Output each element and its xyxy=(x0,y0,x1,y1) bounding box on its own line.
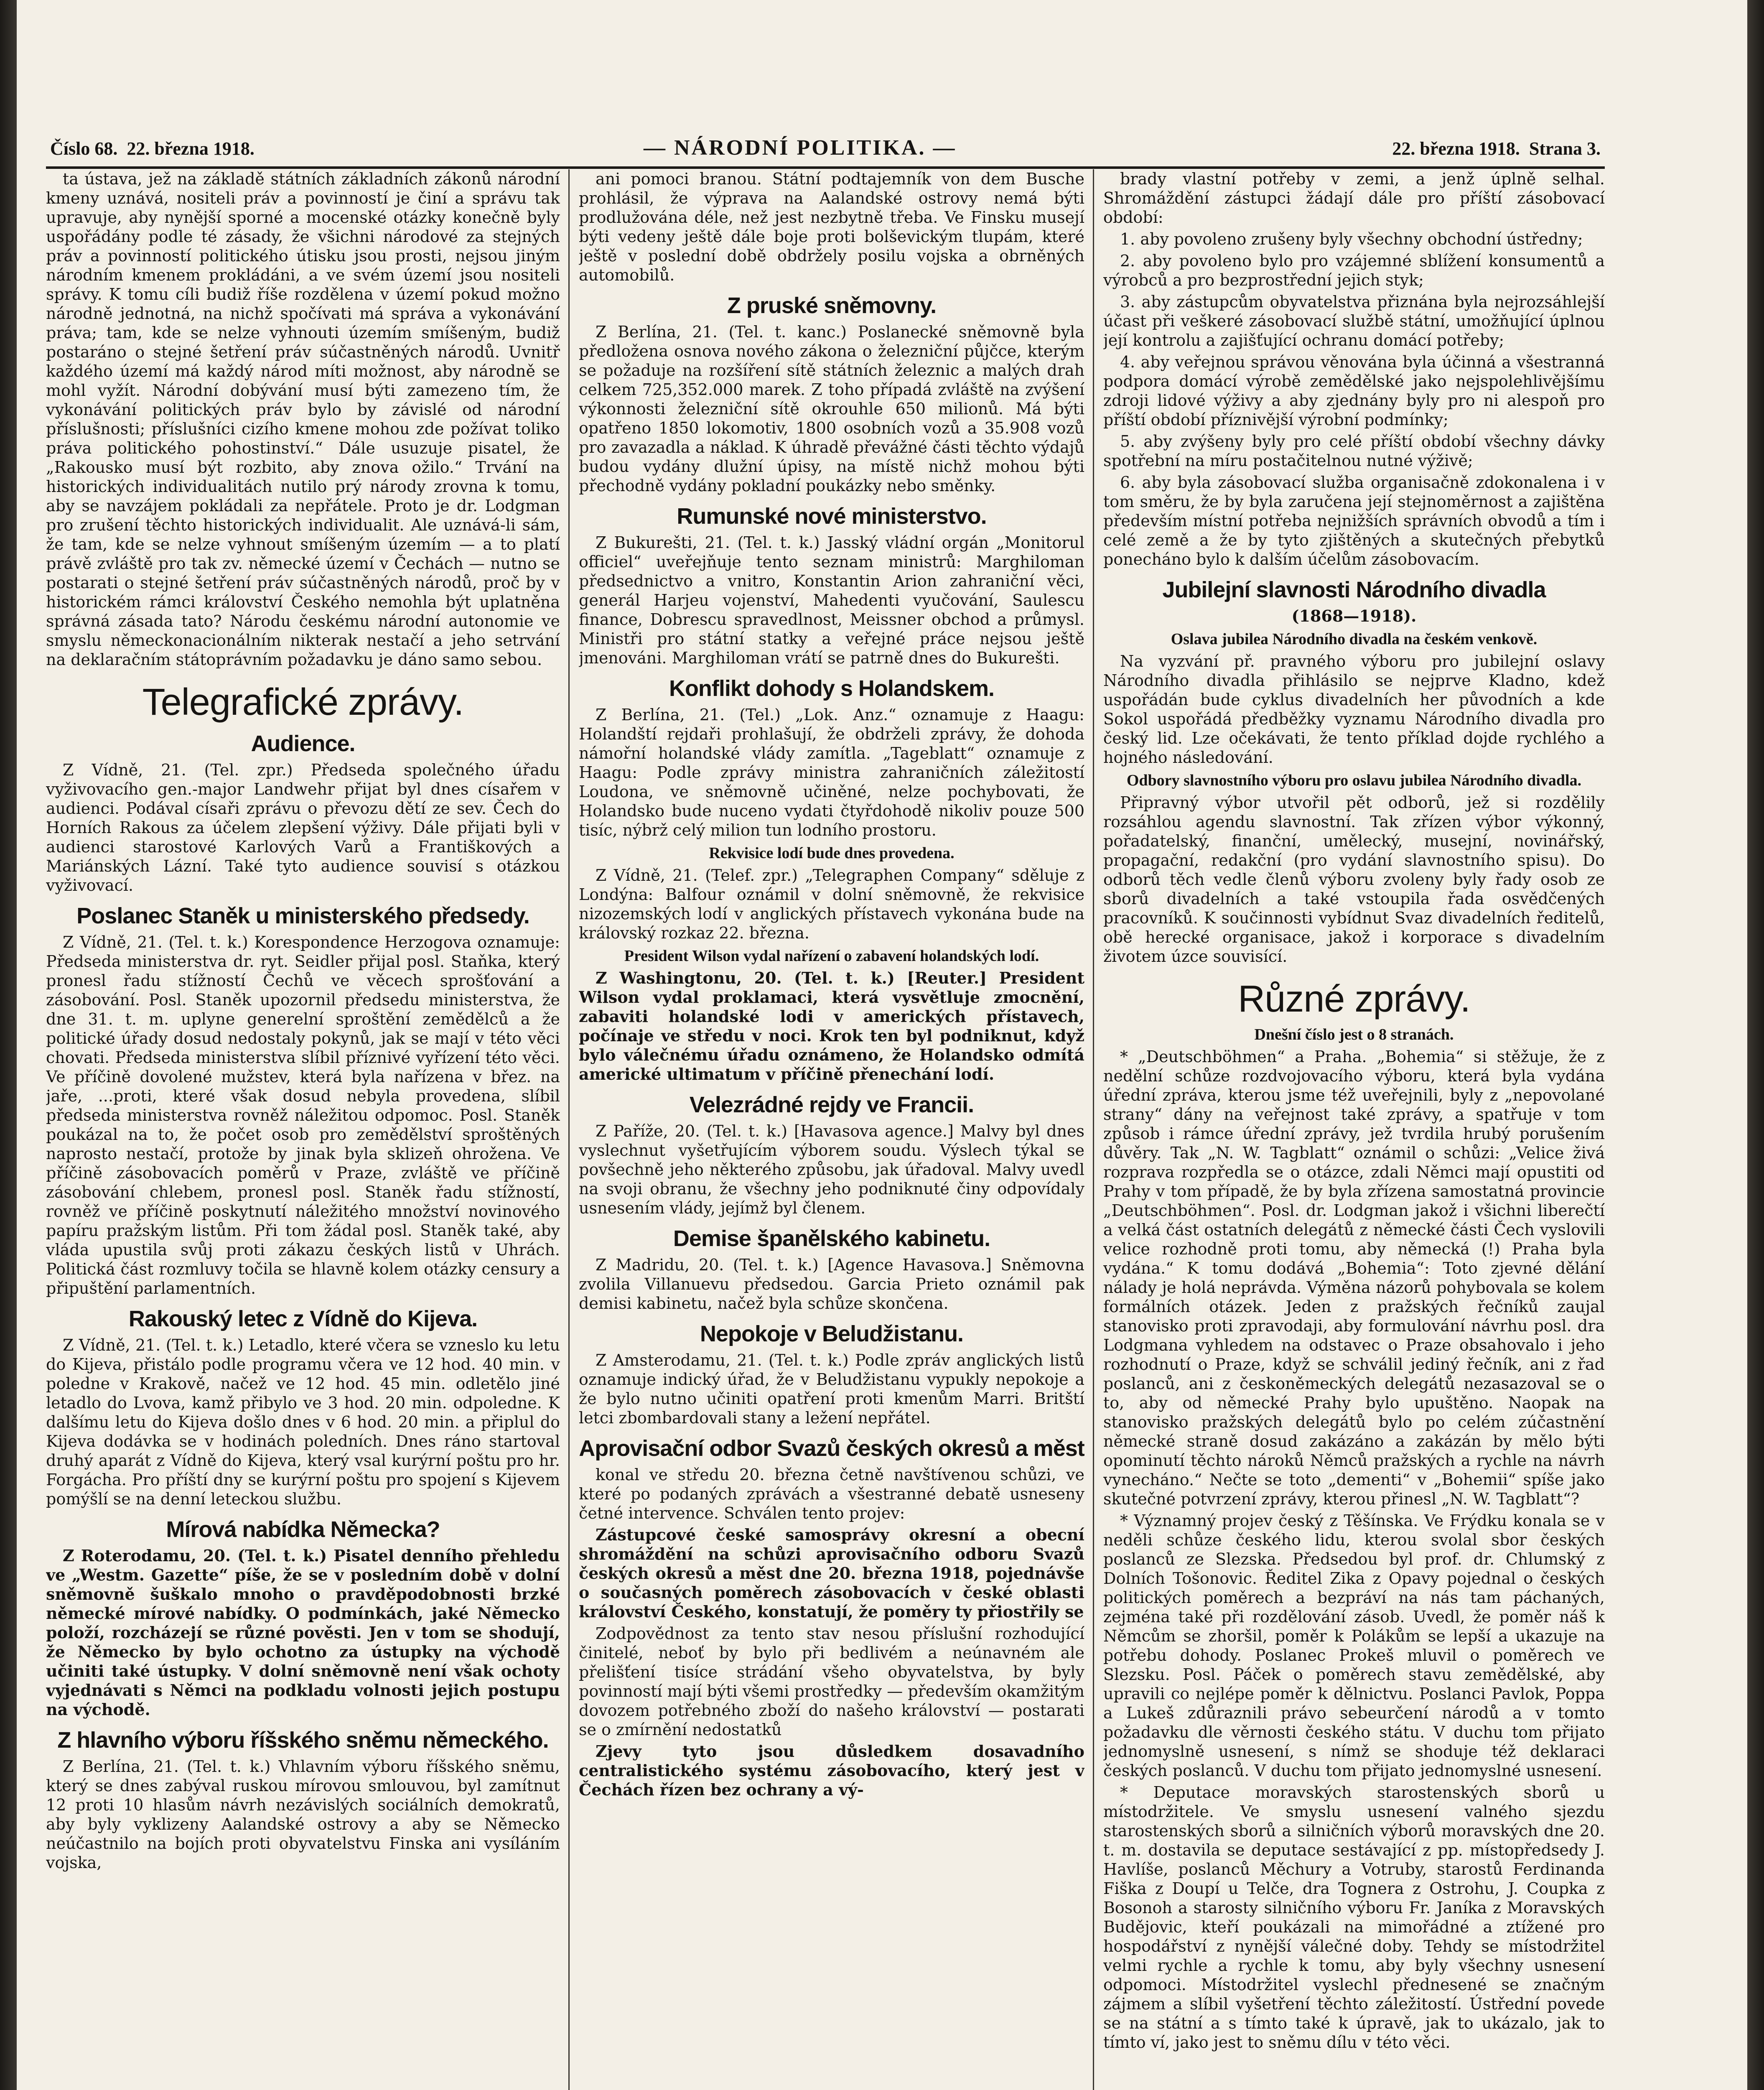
headline-aprovisacni: Aprovisační odbor Svazů českých okresů a měst xyxy=(579,1436,1084,1461)
scan-edge-right xyxy=(1747,0,1764,2090)
demand-4: 4. aby veřejnou správou věnována byla účinná a všestranná podpora domácí výrobě zemědělské jako nejspolehlivějšímu zdroji lidové výživy a aby zjednány byly pro ni alespoň pro příští období příznivější výrobní podmínky; xyxy=(1103,353,1605,429)
article-velezradne: Z Paříže, 20. (Tel. t. k.) [Havasova agence.] Malvy byl dnes vyslechnut vyšetřujícím výborem soudu. Výslech týkal se povšechně jeho některého způsobu, jak úřadoval. Malvy uvedl na svoji obranu, že všechny jeho podniknuté činy odpovídaly usnesením vlády, jejímž byl členem. xyxy=(579,1122,1084,1217)
header-right xyxy=(1392,138,1601,159)
article-projev: Zástupcové české samosprávy okresní a obecní shromáždění na schůzi aprovisačního odboru Svazů českých okresů a měst dne 20. března 1918, pojednávše o současných poměrech zásobovacích v české oblasti království Českého, konstatují, že poměry ty přiostřily se xyxy=(579,1525,1084,1621)
section-title-ruzne: Různé zprávy. xyxy=(1238,978,1470,1020)
headline-nepokoje: Nepokoje v Beludžistanu. xyxy=(700,1321,964,1346)
headline-prusky: Z pruské sněmovny. xyxy=(727,293,937,318)
article-mirova: Z Roterodamu, 20. (Tel. t. k.) Pisatel denního přehledu ve „Westm. Gazette“ píše, že se v posledním době v dolní sněmovně šuškalo mnoho o pravděpodobnosti brzké německé mírové nabídky. O podmínkách, jaké Německo položí, rozcházejí se různé pověsti. Jen v tom se shodují, že Německo by bylo ochotno za ústupky na východě učiniti také ústupky. V dolní sněmovně není však ochoty vyjednávati s Němci na podkladu volnosti jejich postupu na východě. xyxy=(46,1546,560,1719)
article-deputace: * Deputace moravských starostenských sborů u místodržitele. Ve smyslu usnesení valného sjezdu starostenských sborů a silničních výborů moravských dne 20. t. m. dostavila se deputace sestávající z pp. místopředsedy J. Havlíše, poslanců Měchury a Votruby, starostů Ferdinanda Fiška z Doupí u Telče, dra Tognera z Ostrohu, J. Coupka z Bosonoh a starosty silničního výboru Fr. Janíka z Moravských Budějovic, kteří poukázali na mimořádné a ztížené pro hospodářství z nynější válečné doby. Tehdy se místodržitel velmi rychle a rychle k tomu, aby byly všechny usnesení odpomoci. Místodržitel vyslechl přednesené se značným zájmem a slíbil vyšetření těchto záležitostí. Ústřední povede se na státní a s tímto také k úpravě, jak to ukázalo, jak to tímto ví, jako jest to sněmu dílu v této věci. xyxy=(1103,1783,1605,2052)
article-continuation: ta ústava, jež na základě státních základních zákonů národní kmeny uznává, nositeli práv a povinností je činí a správu tak upravuje, aby nynější sporné a mocenské otázky konečně byly uspořádány podle té zásady, že všichni národové za stejných práv a povinností politického útisku jsou prosti, nejsou jiným národním kmenem prokládáni, a ve svém území jsou nositeli správy. K tomu cíli budiž říše rozdělena v území pokud možno národně jednotná, na nichž spočívati má správa a vykonávání práva; tam, kde se nelze vyhnouti územím smíšeným, budiž postaráno o stejné šetření práv súčastněných národů. Uvnitř každého území má každý národ míti možnost, aby národně se mohl vyžít. Národní dobývání musí býti zamezeno tím, že vykonávání politických práv bylo by závislé od národní příslušnosti; příslušníci cizího kmene mohou zde požívat toliko práva politického pohostinství.“ Dále usuzuje pisatel, že „Rakousko musí být rozbito, aby znova ožilo.“ Trvání na historických individualitách nutilo prý národy zrovna k tomu, aby se navzájem pokládali za nepřátele. Proto je dr. Lodgman pro zrušení těchto historických individualit. Ale uznává-li sám, že tam, kde se nelze vyhnout smíšeným územím — a to platí právě zvláště pro tak zv. německé území v Čechách — nutno se postarati o stejné šetření práv súčastněných národů, proč by v historickém rámci království Českého nemohla být uplatněna správná zásada tato? Národu českému národní autonomie ve smyslu německonacionálním nikterak nestačí a jeho setrvání na deklaračním státoprávním požadavku je dáno samo sebou. xyxy=(46,170,560,669)
headline-velezradne: Velezrádné rejdy ve Francii. xyxy=(689,1092,974,1117)
issue-number: Číslo 68. xyxy=(50,138,118,159)
subhead-denni: Dnešní číslo jest o 8 stranách. xyxy=(1254,1026,1454,1043)
subhead-odbory: Odbory slavnostního výboru pro oslavu jubilea Národního divadla. xyxy=(1126,772,1582,789)
article-tesinsko: * Významný projev český z Těšínska. Ve Frýdku konala se v neděli schůze českého lidu, kterou svolal sbor českých poslanců ze Slezska. Předsedou byl prof. dr. Chlumský z Dolních Tošonovic. Ředitel Zika z Opavy pojednal o českých politických poměrech a bezpráví na nás tam páchaných, zejména také při rozdělování zásob. Uvedl, že poměr náš k Němcům se zhoršil, poměr k Polákům se lepší a ukazuje na potřebu dohody. Poslanec Prokeš mluvil o poměrech ve Slezsku. Posl. Páček o poměrech stavu zemědělské, aby upravili co nejlépe poměr k dělnictvu. Poslanci Pavlok, Poppa a Lukeš zdůraznili právo sebeurčení národů a v tomto požadavku dle věrnosti českého státu. V duchu tom přijato jednomyslně usnesení, s nímž se shoduje též deklaraci českých poslanců. V duchu tom přijato jednomyslné usnesení. xyxy=(1103,1511,1605,1780)
headline-konflikt: Konflikt dohody s Holandskem. xyxy=(669,676,995,701)
article-odbory: Připravný výbor utvořil pět odborů, jež si rozdělily rozsáhlou agendu slavnostní. Tak zřízen výbor výkonný, pořadatelský, finanční, umělecký, musejní, novinářský, propagační, redakční (pro vydání slavnostního spisu). Do odborů těch vedle členů výboru zvoleny byly řady osob ze sborů divadelních a také vstoupila řada osvědčených pracovníků. K součinnosti vybídnut Svaz divadelních ředitelů, obě herecké organisace, jakož i korporace s divadelním životem úzce souvisící. xyxy=(1103,793,1605,966)
headline-letec: Rakouský letec z Vídně do Kijeva. xyxy=(128,1306,478,1331)
headline-jubilejni: Jubilejní slavnosti Národního divadla xyxy=(1162,577,1546,602)
column-1 xyxy=(46,169,560,2090)
header-date-left: 22. března 1918. xyxy=(127,138,255,159)
article-prusky: Z Berlína, 21. (Tel. t. kanc.) Poslanecké sněmovně byla předložena osnova nového zákona o železniční půjčce, kterým se požaduje na rozšíření sítě státních železnic a malých drah celkem 725,352.000 marek. Z toho případá zvláště na zvýšení výkonnosti železniční sítě okrouhle 650 milionů. Má býti opatřeno 1850 lokomotiv, 1800 osobních vozů a 35.908 vozů pro zavazadla a náklad. K úhradě převážné části těchto výdajů budou vydány dlužní úpisy, na místě nichž mohou býti přechodně vydány pokladní poukázky nebo směnky. xyxy=(579,323,1084,495)
demand-5: 5. aby zvýšeny byly pro celé příští období všechny dávky spotřební na míru postačitelnou nutné výživě; xyxy=(1103,432,1605,470)
article-aprovisacni: konal ve středu 20. března četně navštívenou schůzi, ve které po podaných zprávách a všestranné debatě usneseny četné intervence. Schválen tento projev: xyxy=(579,1466,1084,1522)
article-demise: Z Madridu, 20. (Tel. t. k.) [Agence Havasova.] Sněmovna zvolila Villanuevu předsedou. Garcia Prieto oznámil pak demisi kabinetu, načež byla schůze skončena. xyxy=(579,1256,1084,1313)
subhead-rekvisice: Rekvisice lodí bude dnes provedena. xyxy=(709,844,955,862)
article-zasobovani: brady vlastní potřeby v zemi, a jenž úplně selhal. Shromáždění zástupci žádají dále pro příští zásobovací období: xyxy=(1103,170,1605,227)
masthead: — NÁRODNÍ POLITIKA. — xyxy=(644,136,957,160)
article-zjevy: Zjevy tyto jsou důsledkem dosavadního centralistického systému zásobovacího, který jest v Čechách řízen bez ochrany a vý- xyxy=(579,1742,1084,1799)
article-rumunske: Z Bukurešti, 21. (Tel. t. k.) Jasský vládní orgán „Monitorul officiel“ uveřejňuje tento seznam ministrů: Marghiloman předsednictvo a vnitro, Konstantin Arion zahraniční věci, generál Harjeu vojenství, Mahedenti vyučování, Saulescu finance, Dobrescu spravedlnost, Meissner obchod a průmysl. Ministři pro státní statky a veřejné práce nejsou ještě jmenováni. Marghiloman vrátí se patrně dnes do Bukurešti. xyxy=(579,533,1084,667)
column-2 xyxy=(579,169,1084,2090)
demand-2: 2. aby povoleno bylo pro vzájemné sblížení konsumentů a výrobců a pro bezprostřední jejich styk; xyxy=(1103,252,1605,289)
article-nepokoje: Z Amsterodamu, 21. (Tel. t. k.) Podle zpráv anglických listů oznamuje indický úřad, že v Beludžistanu vypukly nepokoje a že bylo nutno učiniti opatření proti kmenům Marri. Britští letci zbombardovali stany a ležení nepřátel. xyxy=(579,1351,1084,1427)
page-number: Strana 3. xyxy=(1529,138,1601,159)
demand-3: 3. aby zástupcům obyvatelstva přiznána byla nejrozsáhlejší účast při veškeré zásobovací službě státní, umožňující úplnou její kontrolu a zajišťující ochranu domácí potřeby; xyxy=(1103,293,1605,349)
header-rule xyxy=(46,166,1605,169)
article-finsko: ani pomoci branou. Státní podtajemník von dem Busche prohlásil, že výprava na Aalandské ostrovy nemá býti prodlužována déle, než jest nezbytně třeba. Ve Finsku musejí býti vedeny ještě dále boje proti bolševickým tlupám, které ještě v poslední době obdržely posilu vojska a obrněných automobilů. xyxy=(579,170,1084,284)
article-rekvisice: Z Vídně, 21. (Telef. zpr.) „Telegraphen Company“ sděluje z Londýna: Balfour oznámil v dolní sněmovně, že rekvisice nizozemských lodí v anglických přístavech vykonána bude na královský rozkaz 22. března. xyxy=(579,866,1084,942)
article-konflikt: Z Berlína, 21. (Tel.) „Lok. Anz.“ oznamuje z Haagu: Holandští rejdaři prohlašují, že obdrželi zprávy, že dohoda námořní holandské vlády zamítla. „Tageblatt“ oznamuje z Haagu: Podle zprávy ministra zahraničních záležitostí Loudona, ve sněmovně učiněné, nelze pochybovati, že Holandsko bude nuceno vydati čtyřdohodě nikoliv pouze 500 tisíc, nýbrž celý milion tun lodního prostoru. xyxy=(579,706,1084,839)
article-oslava: Na vyzvání př. pravného výboru pro jubilejní oslavy Národního divadla přihlásilo se nejprve Kladno, kdež uspořádán bude cyklus divadelních her původních a kde Sokol uspořádá předběžky vyznamu Národního divadla pro český lid. Lze očekávati, že tento příklad dojde rychlého a hojného následování. xyxy=(1103,652,1605,767)
headline-rumunske: Rumunské nové ministerstvo. xyxy=(677,504,987,529)
jubilejni-years: (1868—1918). xyxy=(1291,607,1417,625)
article-audience: Z Vídně, 21. (Tel. zpr.) Předseda společného úřadu vyživovacího gen.-major Landwehr přijat byl dnes císařem v audienci. Podával císaři zprávu o převozu dětí ze sev. Čech do Horních Rakous za účelem zlepšení výživy. Dále přijati byli v audienci starostové Karlových Varů a Františkových a Mariánských Lázní. Také tyto audience souvisí s otázkou vyživovací. xyxy=(46,761,560,895)
column-divider-2 xyxy=(1093,169,1094,2090)
article-risskeho: Z Berlína, 21. (Tel. t. k.) Vhlavním výboru říšského sněmu, který se dnes zabýval ruskou mírovou smlouvou, byl zamítnut 12 proti 10 hlasům návrh nezávislých sociálních demokratů, aby byly vyklizeny Aalandské ostrovy a aby se Německo neúčastnilo na bojích proti obyvatelstvu Finska ani vysíláním vojska, xyxy=(46,1757,560,1872)
headline-demise: Demise španělského kabinetu. xyxy=(673,1226,990,1251)
demand-1: 1. aby povoleno zrušeny byly všechny obchodní ústředny; xyxy=(1120,230,1583,248)
subhead-wilson: President Wilson vydal nařízení o zabavení holandských lodí. xyxy=(624,947,1039,965)
header-left xyxy=(50,138,255,159)
page-header xyxy=(50,138,1601,167)
scan-edge-left xyxy=(0,0,17,2090)
headline-audience: Audience. xyxy=(251,731,355,756)
section-title-telegraf: Telegrafické zprávy. xyxy=(142,681,464,723)
demand-6: 6. aby byla zásobovací služba organisačně zdokonalena i v tom směru, že by byla zaručena její stejnoměrnost a zajištěna především místní potřeba nejnižších správních obvodů a tím i celé země a že by tyto zjištěných a skutečných přebytků ponecháno bylo k dalším účelům zásobovacím. xyxy=(1103,473,1605,568)
article-stanek: Z Vídně, 21. (Tel. t. k.) Korespondence Herzogova oznamuje: Předseda ministerstva dr. ryt. Seidler přijal posl. Staňka, který pronesl řadu stížností Čechů ve věcech sprošťování a zásobování. Posl. Staněk upozornil předsedu ministerstva, že dne 31. t. m. uplyne generelní sproštění zemědělců a že politické úřady dosud nedostaly pokynů, jak se mají v této věci chovati. Předseda ministerstva slíbil příznivé vyřízení této věci. Ve příčině dovolené mužstev, která byla nařízena v břez. na jaře, ...proti, které však dosud nebyla provedena, slíbil předseda ministerstva rovněž náležitou odpomoc. Posl. Staněk poukázal na to, že počet osob pro zemědělství sproštěných naprosto nestačí, protože by jinak byla sklizeň ohrožena. Ve příčině zásobovacích poměrů v Praze, zvláště ve příčině zásobování chlebem, pronesl posl. Staněk řadu stížností, rovněž ve příčině poskytnutí náležitého množství novinového papíru pražským listům. Při tom žádal posl. Staněk také, aby vláda upustila svůj proti zákazu českých listů v Uhrách. Politická část rozmluvy točila se hlavně kolem otázky censury a připuštění parlamentních. xyxy=(46,933,560,1297)
article-zodpovednost: Zodpovědnost za tento stav nesou příslušní rozhodující činitelé, neboť by bylo při bedlivém a neúnavném ale přelišťení tisíce strádání všeho obyvatelstva, by byly povinností mají býti všemi prostředky — především okamžitým dovozem potřebného zboží do našeho království — postarati se o zmírnění nedostatků xyxy=(579,1624,1084,1739)
header-date-right: 22. března 1918. xyxy=(1392,138,1520,159)
headline-mirova: Mírová nabídka Německa? xyxy=(166,1517,440,1542)
article-deutschbohmen: * „Deutschböhmen“ a Praha. „Bohemia“ si stěžuje, že z nedělní schůze rozdvojovacího výboru, která byla vydána úřední zpráva, kterou jsme též uveřejnili, byly z „nepovolané strany“ dány na veřejnost také zprávy, a spatřuje v tom způsob i rámce úřední zprávy, jež tvrdila hrubý porušením důvěry. Tak „N. W. Tagblatt“ oznámil o schůzi: „Velice živá rozprava rozpředla se o otázce, zdali Němci mají opustiti od Prahy v tom případě, že by byla zřízena samostatná provincie „Deutschböhmen“. Posl. dr. Lodgman jakož i všichni liberečtí a velká část ostatních delegátů z německé části Čech vyslovili velice rozhodně proti tomu, aby německá (!) Praha byla vydána.“ K tomu dodává „Bohemia“: Toto zjevné dělání nálady je holá neprávda. Výměna názorů pohybovala se kolem formálních otázek. Jeden z pražských řečníků zaujal stanovisko proti zpravodaji, aby formulování návrhu posl. dra Lodgmana vyhledem na odstavec o Praze obsahovalo i jeho rozhodnutí o Praze, když se schválil jediný řečník, ani z řad poslanců, ani z českoněmeckých delegátů nezasazoval se o to, aby od německé Prahy bylo upuštěno. Naopak na stanovisko pražských delegátů bylo po celém zúčastnění německé straně dosud zakázáno a zakázán by mělo býti opominutí těchto nároků Němců pražských a rychle na návrh vynecháno.“ Nečte se toto „dementi“ v „Bohemii“ spíše jako skutečné potvrzení zprávy, kterou přinesl „N. W. Tagblatt“? xyxy=(1103,1048,1605,1508)
subhead-oslava: Oslava jubilea Národního divadla na českém venkově. xyxy=(1171,630,1537,648)
article-letec: Z Vídně, 21. (Tel. t. k.) Letadlo, které včera se vzneslo ku letu do Kijeva, přistálo podle programu včera ve 12 hod. 40 min. v poledne v Krakově, načež ve 12 hod. 45 min. odletělo jiné letadlo do Lvova, kamž přibylo ve 3 hod. 20 min. odpoledne. K dalšímu letu do Kijeva došlo dnes v 6 hod. 20 min. a připlul do Kijeva dodávka se v hodinách poledních. Dnes ráno startoval druhý aparát z Vídně do Kijeva, který vsal kurýrní poštu pro hr. Forgácha. Pro příští dny se kurýrní poštu pro spojení s Kijevem pomýšlí se na denní leteckou službu. xyxy=(46,1336,560,1508)
article-wilson: Z Washingtonu, 20. (Tel. t. k.) [Reuter.] President Wilson vydal proklamaci, která vysvětluje zmocnění, zabaviti holandské lodi v amerických přístavech, počínaje ve středu v noci. Krok ten byl podniknut, když bylo válečnému úřadu oznámeno, že Holandsko odmítá americké ultimatum v příčině přenechání lodí. xyxy=(579,969,1084,1083)
column-3 xyxy=(1103,169,1605,2090)
column-divider-1 xyxy=(568,169,570,2090)
headline-stanek: Poslanec Staněk u ministerského předsedy. xyxy=(76,903,529,928)
headline-risskeho: Z hlavního výboru říšského sněmu německého. xyxy=(57,1728,549,1753)
